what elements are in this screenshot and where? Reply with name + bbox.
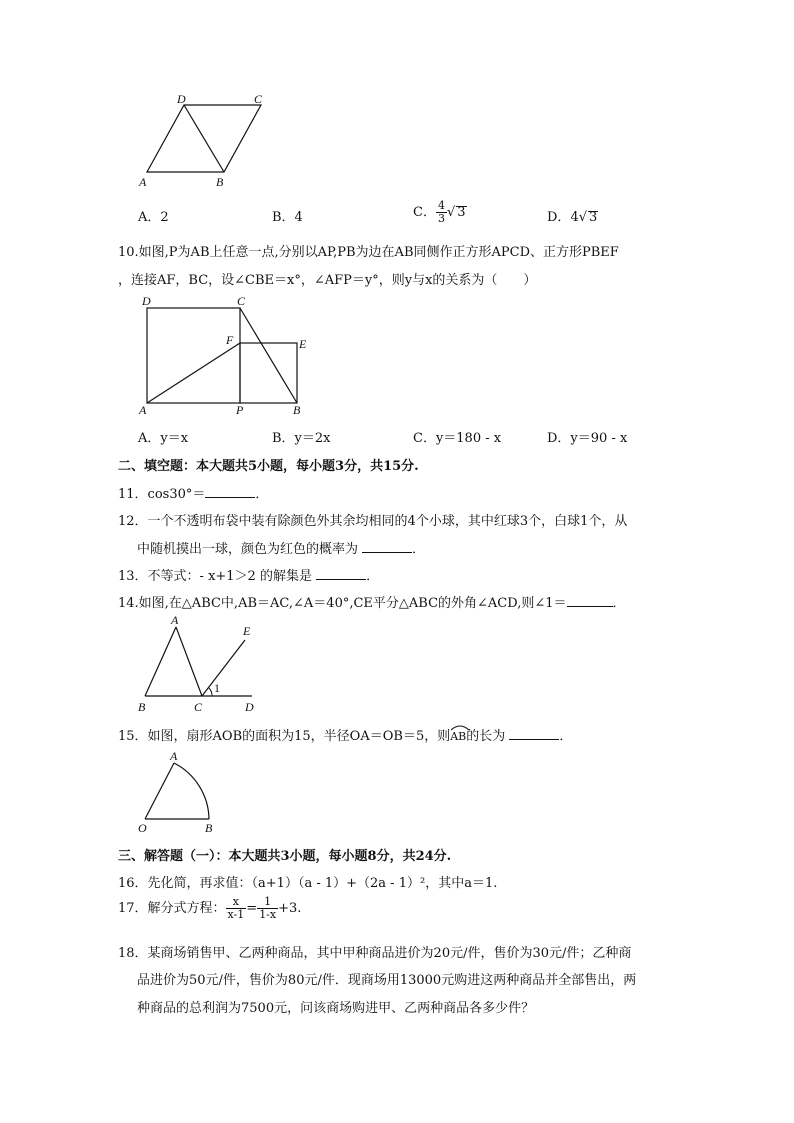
q9-option-d-prefix: D． [547, 210, 571, 225]
arc-symbol [450, 724, 470, 731]
label-D: D [177, 92, 186, 106]
q13-suffix: ． [366, 569, 380, 584]
q9-c-radicand: 3 [457, 205, 466, 220]
section-title-solutions: 三、解答题（一）：本大题共3小题，每小题8分，共24分. [118, 849, 452, 864]
q16-text: 16．先化简，再求值：（a+1）（a - 1）+（2a - 1）²，其中a＝1. [118, 876, 498, 891]
q9-c-numerator: 4 [437, 199, 445, 212]
label-B: B [138, 700, 146, 714]
q11-text: 11．cos30°＝ [118, 487, 206, 502]
q18-line2: 品进价为50元/件，售价为80元/件．现商场用13000元购进这两种商品并全部售出，两 [137, 973, 637, 988]
label-A: A [170, 749, 178, 763]
q17-equals: = [246, 901, 258, 916]
q17-f1-numerator: x [226, 896, 247, 909]
angle-label-1: 1 [214, 681, 220, 695]
label-E: E [299, 337, 307, 351]
q10-option-b: B．y＝2x [272, 431, 331, 446]
q17-f1-denominator: x-1 [227, 908, 245, 921]
q13-answer-blank [316, 567, 366, 580]
arc-AB [450, 729, 466, 744]
label-B: B [205, 821, 213, 835]
q14-suffix: ． [612, 596, 626, 611]
q17-suffix: +3. [278, 901, 302, 916]
label-F: F [226, 333, 234, 347]
q10-option-a: A．y＝x [138, 431, 189, 446]
label-E: E [243, 624, 251, 638]
q12-answer-blank [362, 540, 412, 553]
label-A: A [139, 175, 147, 189]
q12-line2 [137, 538, 425, 557]
q11 [118, 483, 268, 502]
q9-option-b: B．4 [272, 210, 303, 225]
label-D: D [142, 294, 151, 308]
q15 [118, 725, 572, 744]
label-C: C [237, 294, 246, 308]
q15-text-after: 的长为 [466, 729, 506, 744]
figure-q10-squares [135, 292, 315, 417]
q15-suffix: ． [559, 729, 573, 744]
q10-option-c: C．y＝180 - x [413, 431, 502, 446]
q9-option-c-prefix: C． [413, 205, 436, 220]
q17-prefix: 17．解分式方程： [118, 901, 226, 916]
q9-option-c-fraction [436, 200, 447, 225]
label-B: B [293, 403, 301, 417]
q17-fraction-2 [257, 896, 278, 921]
label-A: A [139, 403, 147, 417]
q11-suffix: ． [255, 487, 269, 502]
section-title-fill-in: 二、填空题：本大题共5小题，每小题3分，共15分. [118, 459, 419, 474]
label-C: C [254, 92, 263, 106]
q9-option-c: C． $\frac{4}{3}$ √ 3 [413, 199, 466, 225]
q17-f2-denominator: 1-x [259, 908, 277, 921]
q15-text-before: 15．如图，扇形AOB的面积为15，半径OA＝OB＝5，则 [118, 729, 451, 744]
q12-line1: 12．一个不透明布袋中装有除颜色外其余均相同的4个小球，其中红球3个，白球1个，从 [118, 514, 628, 529]
q9-d-coefficient: 4 [570, 210, 579, 225]
q10-stem-line1: 10.如图,P为AB上任意一点,分别以AP,PB为边在AB同侧作正方形APCD、正方形PBEF [118, 245, 619, 260]
label-B: B [216, 175, 224, 189]
q17-fraction-1 [226, 896, 247, 921]
q9-option-a: A．2 [138, 210, 169, 225]
q12-suffix: ． [412, 542, 426, 557]
q18-line1: 18．某商场销售甲、乙两种商品，其中甲种商品进价为20元/件，售价为30元/件；乙种商 [118, 946, 632, 961]
q14-text: 14.如图,在△ABC中,AB＝AC,∠A＝40°,CE平分△ABC的外角∠ACD,则∠1＝ [118, 596, 567, 611]
label-O: O [138, 821, 147, 835]
q11-answer-blank [205, 485, 255, 498]
figure-q14-triangle [132, 612, 267, 715]
figure-q15-sector [130, 748, 230, 836]
q9-c-denominator: 3 [437, 212, 445, 225]
q12-text: 中随机摸出一球，颜色为红色的概率为 [137, 542, 359, 557]
figure-q9-parallelogram [130, 90, 280, 190]
q13-text: 13．不等式：- x+1＞2 的解集是 [118, 569, 312, 584]
q10-stem-line2: ，连接AF，BC，设∠CBE＝x°，∠AFP＝y°，则y与x的关系为（ ） [118, 273, 537, 288]
q9-option-d: D．4√ 3 [547, 210, 598, 225]
q9-d-radicand: 3 [589, 210, 598, 225]
q14-answer-blank [567, 594, 613, 607]
q10-option-d: D．y＝90 - x [547, 431, 628, 446]
label-D: D [245, 700, 254, 714]
q18-line3: 种商品的总利润为7500元，问该商场购进甲、乙两种商品各多少件？ [137, 1001, 535, 1016]
q17 [118, 896, 301, 921]
q17-f2-numerator: 1 [257, 896, 278, 909]
q14 [118, 592, 626, 611]
label-C: C [194, 700, 203, 714]
q13 [118, 565, 379, 584]
q15-answer-blank [509, 727, 559, 740]
arc-label: AB [450, 730, 467, 743]
label-A: A [171, 613, 179, 627]
label-P: P [236, 403, 244, 417]
